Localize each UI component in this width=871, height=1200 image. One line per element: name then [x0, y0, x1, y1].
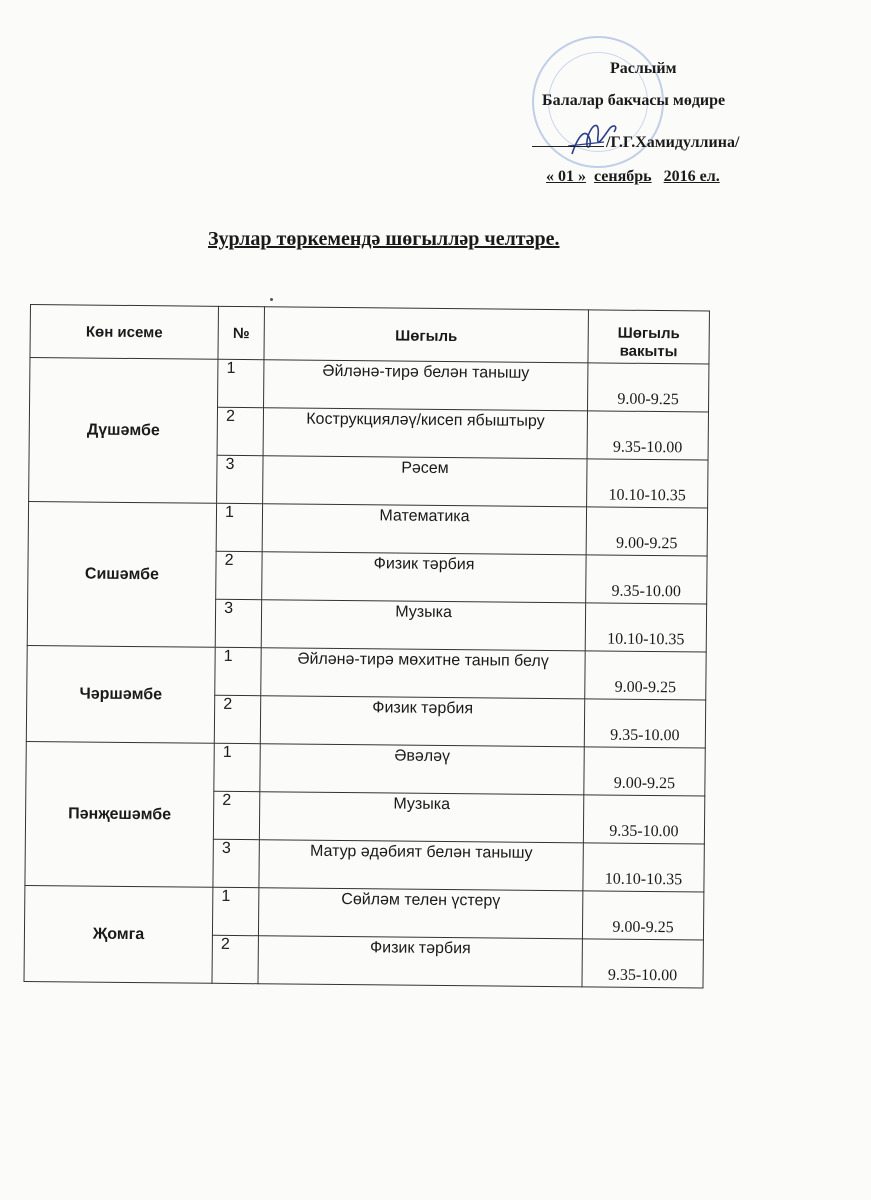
- document-title: Зурлар төркемендә шөгылләр челтәре.: [208, 228, 560, 250]
- activity-time: 9.00-9.25: [584, 747, 705, 796]
- activity-name: Сөйләм телен үстерү: [259, 888, 583, 939]
- table-row: [30, 358, 709, 413]
- header-time: Шөгыль вакыты: [588, 310, 710, 364]
- row-number: 2: [214, 695, 260, 743]
- activity-name: Матур әдәбият белән танышу: [259, 840, 583, 891]
- row-number: 1: [215, 647, 261, 695]
- activity-name: Музыка: [259, 792, 583, 843]
- activity-name: Физик тәрбия: [262, 552, 586, 603]
- activity-name: Кострукцияләү/кисеп ябыштыру: [263, 408, 587, 459]
- activity-time: 10.10-10.35: [583, 843, 704, 892]
- speck: [270, 298, 273, 301]
- approval-block: [520, 56, 780, 206]
- activity-name: Музыка: [261, 600, 585, 651]
- table-header-row: [30, 305, 709, 365]
- table-row: [24, 885, 703, 940]
- date-month: сенябрь: [594, 168, 652, 185]
- activity-time: 9.00-9.25: [587, 363, 708, 412]
- approval-signatory: /Г.Г.Хамидуллина/: [606, 134, 740, 151]
- activity-name: Математика: [262, 504, 586, 555]
- row-number: 2: [213, 791, 259, 839]
- activity-time: 9.35-10.00: [584, 699, 705, 748]
- activity-time: 9.35-10.00: [582, 939, 703, 988]
- header-day: Көн исеме: [30, 305, 219, 360]
- day-name: Җомга: [24, 885, 213, 983]
- day-name: Пәнҗешәмбе: [25, 741, 214, 887]
- activity-time: 9.00-9.25: [586, 507, 707, 556]
- table-row: [26, 741, 705, 796]
- activity-time: 9.35-10.00: [583, 795, 704, 844]
- row-number: 1: [213, 887, 259, 935]
- activity-name: Физик тәрбия: [258, 936, 582, 987]
- row-number: 3: [217, 455, 263, 503]
- row-number: 1: [216, 503, 262, 551]
- activity-time: 9.00-9.25: [582, 891, 703, 940]
- row-number: 1: [214, 743, 260, 791]
- header-num: №: [218, 306, 265, 359]
- activity-name: Әйләнә-тирә мөхитне танып белү: [261, 648, 585, 699]
- activity-name: Әйләнә-тирә белән танышу: [264, 360, 588, 411]
- approval-position: Балалар бакчасы мөдире: [542, 92, 726, 109]
- row-number: 2: [216, 551, 262, 599]
- schedule-body: [24, 358, 709, 988]
- row-number: 2: [212, 935, 258, 983]
- day-name: Сишәмбе: [27, 501, 216, 647]
- day-name: Дүшәмбе: [29, 358, 218, 504]
- row-number: 2: [217, 407, 263, 455]
- activity-time: 9.35-10.00: [587, 411, 708, 460]
- table-row: [28, 501, 707, 556]
- schedule-table: [23, 304, 709, 988]
- date-day: « 01 »: [546, 168, 586, 185]
- activity-name: Физик тәрбия: [260, 696, 584, 747]
- date-year: 2016 ел.: [663, 168, 720, 185]
- activity-time: 9.35-10.00: [586, 555, 707, 604]
- approval-signature-line: [532, 134, 739, 152]
- day-name: Чәршәмбе: [26, 645, 215, 743]
- activity-name: Әвәләү: [260, 744, 584, 795]
- activity-time: 9.00-9.25: [585, 651, 706, 700]
- activity-time: 10.10-10.35: [585, 603, 706, 652]
- row-number: 3: [215, 599, 261, 647]
- activity-time: 10.10-10.35: [587, 459, 708, 508]
- approval-date: [546, 168, 720, 186]
- row-number: 1: [218, 359, 264, 407]
- table-row: [27, 645, 706, 700]
- signature-blank: [532, 146, 604, 147]
- activity-name: Рәсем: [263, 456, 587, 507]
- row-number: 3: [213, 839, 259, 887]
- header-activity: Шөгыль: [264, 307, 588, 363]
- approval-title: Раслыйм: [610, 60, 677, 77]
